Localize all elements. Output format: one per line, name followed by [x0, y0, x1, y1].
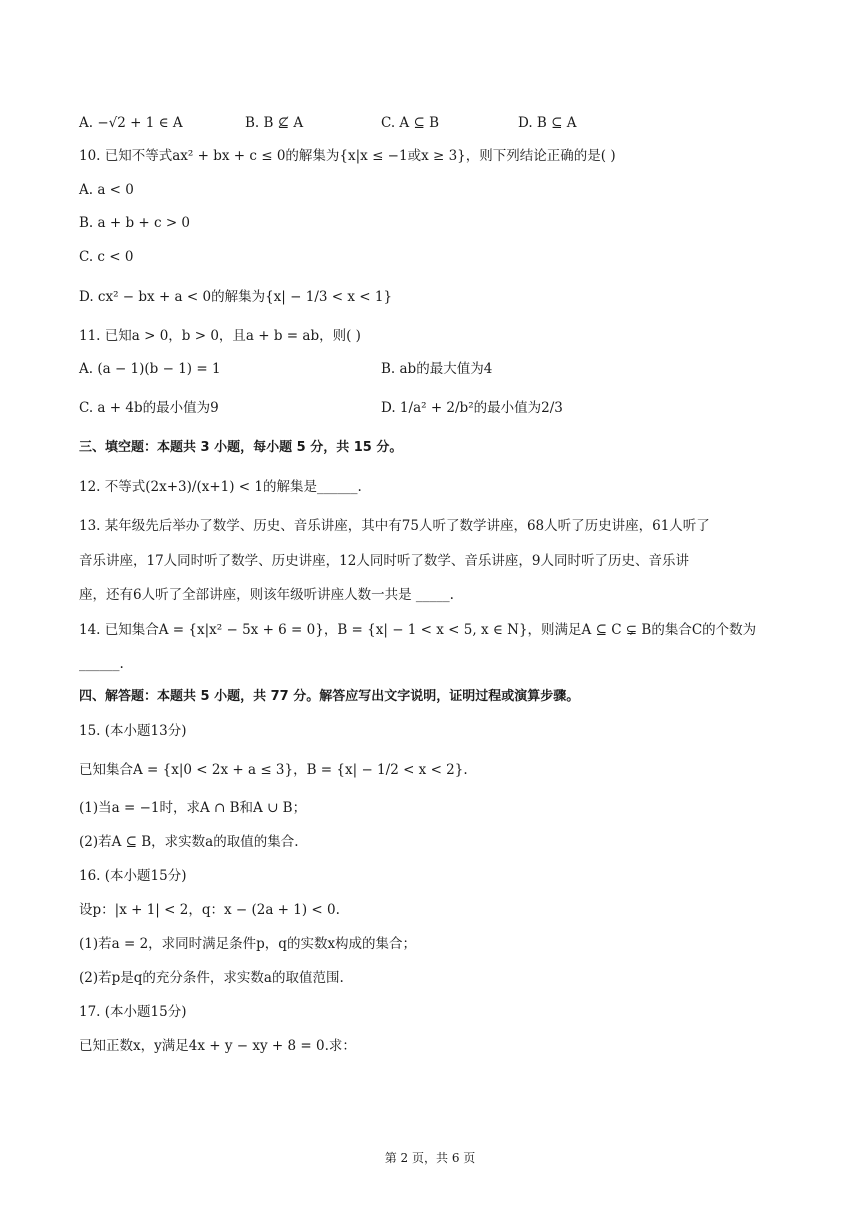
q12-stem: 12. 不等式(2x+3)/(x+1) < 1的解集是______. — [79, 479, 362, 495]
q13-line-2: 音乐讲座，17人同时听了数学、历史讲座，12人同时听了数学、音乐讲座，9人同时听了历史、音乐讲 — [79, 553, 689, 569]
q11-stem: 11. 已知a > 0，b > 0，且a + b = ab，则( ) — [79, 328, 361, 344]
q16-part-2: (2)若p是q的充分条件，求实数a的取值范围. — [79, 970, 344, 986]
q9-option-a: A. −√2 + 1 ∈ A — [79, 115, 183, 131]
q15-part-2: (2)若A ⊆ B，求实数a的取值的集合. — [79, 834, 299, 850]
q9-option-c: C. A ⊆ B — [381, 115, 439, 131]
q16-heading: 16. (本小题15分) — [79, 868, 187, 884]
page-number-footer: 第 2 页，共 6 页 — [384, 1151, 476, 1165]
q11-option-c: C. a + 4b的最小值为9 — [79, 400, 219, 416]
q10-option-d: D. cx² − bx + a < 0的解集为{x| − 1/3 < x < 1} — [79, 289, 393, 305]
q17-heading: 17. (本小题15分) — [79, 1004, 187, 1020]
q10-option-b: B. a + b + c > 0 — [79, 215, 191, 231]
section-answer-heading: 四、解答题：本题共 5 小题，共 77 分。解答应写出文字说明，证明过程或演算步骤。 — [79, 689, 580, 704]
q11-option-a: A. (a − 1)(b − 1) = 1 — [79, 361, 221, 377]
q17-stem: 已知正数x，y满足4x + y − xy + 8 = 0.求： — [79, 1038, 356, 1054]
q11-option-b: B. ab的最大值为4 — [381, 361, 493, 377]
q14-line-1: 14. 已知集合A = {x|x² − 5x + 6 = 0}，B = {x| − 1 < x < 5, x ∈ N}，则满足A ⊆ C ⊊ B的集合C的个数为 — [79, 622, 757, 638]
q10-option-a: A. a < 0 — [79, 182, 134, 198]
q9-option-d: D. B ⊆ A — [518, 115, 577, 131]
q16-stem: 设p：|x + 1| < 2，q：x − (2a + 1) < 0. — [79, 902, 340, 918]
q9-option-b: B. B ⊈ A — [245, 115, 304, 131]
q11-option-d: D. 1/a² + 2/b²的最小值为2/3 — [381, 400, 563, 416]
q10-option-c: C. c < 0 — [79, 249, 134, 265]
q10-stem: 10. 已知不等式ax² + bx + c ≤ 0的解集为{x|x ≤ −1或x ≥ 3}，则下列结论正确的是( ) — [79, 148, 616, 164]
q15-part-1: (1)当a = −1时，求A ∩ B和A ∪ B； — [79, 800, 307, 816]
q13-line-1: 13. 某年级先后举办了数学、历史、音乐讲座，其中有75人听了数学讲座，68人听了历史讲座，61人听了 — [79, 518, 710, 534]
q14-line-2: ______. — [79, 656, 124, 672]
section-fill-in-heading: 三、填空题：本题共 3 小题，每小题 5 分，共 15 分。 — [79, 440, 403, 455]
q16-part-1: (1)若a = 2，求同时满足条件p，q的实数x构成的集合； — [79, 936, 417, 952]
q15-heading: 15. (本小题13分) — [79, 723, 187, 739]
q13-line-3: 座，还有6人听了全部讲座，则该年级听讲座人数一共是 _____. — [79, 587, 454, 603]
q15-stem: 已知集合A = {x|0 < 2x + a ≤ 3}，B = {x| − 1/2 < x < 2}. — [79, 762, 468, 778]
